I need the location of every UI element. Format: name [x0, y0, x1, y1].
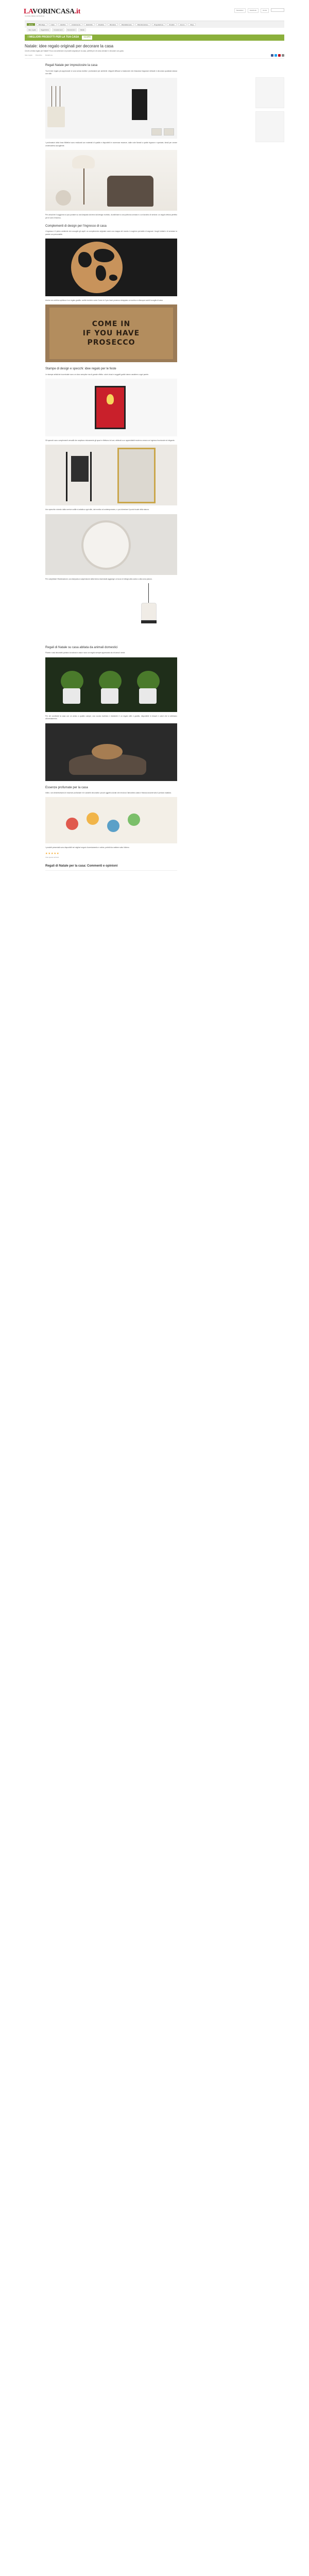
site-header — [0, 0, 309, 21]
section-heading: Regali Natale per impreziosire la casa — [45, 64, 98, 67]
decor-item — [107, 820, 119, 832]
search-link[interactable]: Cerca — [261, 8, 269, 13]
subnav-item[interactable]: Idee regalo — [27, 28, 38, 31]
article-lead: Cerchi un'idea regalo per Natale? Ecco una selezione di prodotti originali per la casa, perfetti per chi ama arredare e decorare con gusto. — [25, 49, 124, 52]
living-room-image — [45, 150, 177, 211]
subnav-item[interactable]: Complementi — [52, 28, 64, 31]
mirror-rack-image — [45, 445, 177, 505]
nav-item[interactable]: Elettricità — [84, 23, 94, 26]
article-paragraph: Piante e vasi decorativi portano la natura in casa e sono un regalo sempre apprezzato da chi ama il verde. — [45, 652, 126, 654]
page-bottom-spacer — [0, 871, 309, 902]
star-icon[interactable]: ★ — [54, 852, 56, 855]
article-paragraph: Per completare l'illuminazione, una lampada a sospensione dalla forma essenziale aggiunge un tocco di design alla cucina o alla zona pranzo. — [45, 578, 152, 580]
star-icon[interactable]: ★ — [56, 852, 59, 855]
round-mirror — [81, 520, 131, 570]
facebook-link[interactable]: Facebook — [248, 8, 259, 13]
nav-item[interactable]: Ristrutturazione — [135, 23, 150, 26]
share-buttons — [271, 54, 284, 57]
article-body — [45, 64, 177, 849]
article-paragraph: I profumatori della linea Millefiori sono realizzati con materiali di qualità e disponibili in numerose essenze, dalle note floreali a quelle legnose e speziate, ideali per creare un'atmosfera accogliente. — [45, 142, 177, 147]
doormat-line: IF YOU HAVE — [82, 329, 140, 338]
doormat — [49, 308, 173, 359]
plants-image — [45, 657, 177, 712]
nav-item[interactable]: Idraulica — [96, 23, 106, 26]
cork-map-image — [45, 239, 177, 296]
sidebar-ad[interactable] — [255, 111, 284, 142]
nav-item[interactable]: Progettazione — [152, 23, 166, 26]
continent-shape — [109, 275, 117, 281]
continent-shape — [78, 252, 92, 267]
continent-shape — [96, 265, 106, 281]
section-heading: Complementi di design per l'ingresso di casa — [45, 225, 107, 228]
lamp-cord — [148, 583, 149, 603]
rating-label: Vota questo articolo — [45, 856, 59, 859]
nav-item[interactable]: Riscaldamento — [119, 23, 134, 26]
doormat-image — [45, 304, 177, 362]
logo-prefix: LA — [24, 8, 33, 15]
article-header — [25, 44, 284, 59]
dog — [92, 744, 123, 759]
poster-image — [45, 379, 177, 436]
article-paragraph: Tra le idee regalo più apprezzate ci sono senza dubbio i profumatori per ambienti: eleganti diffusori a bastoncini che rilasciano fragranze delicate e decorano qualsiasi stanza con stile. — [45, 70, 177, 75]
page — [0, 0, 309, 902]
pinterest-icon[interactable] — [278, 54, 281, 57]
floor-lamp-stand — [83, 168, 84, 205]
floor-lamp-shade — [72, 155, 95, 168]
doormat-line: PROSECCO — [87, 338, 135, 347]
article-paragraph: Gli specchi sono complementi versatili che ampliano visivamente gli spazi e riflettono la luce; abbinati a un appendiabiti moderno creano un ingresso funzionale ed elegante. — [45, 439, 175, 442]
article-paragraph: Per chi condivide la casa con un amico a quattro zampe, una cuccia morbida e resistente è un regalo utile e gradito, disponibile in tessuti e colori che si abbinano all'arredamento. — [45, 715, 177, 720]
decor-item — [87, 812, 99, 825]
lamp-shade — [141, 603, 157, 620]
section-heading: Essenze profumate per la casa — [45, 786, 88, 789]
decor-item — [128, 814, 140, 826]
page-title: Natale: idee regalo originali per decorare la casa — [25, 44, 114, 48]
main-nav — [25, 21, 284, 28]
sidebar-ad[interactable] — [255, 77, 284, 108]
nav-item[interactable]: Bricolage — [37, 23, 47, 26]
diffuser-bottle — [47, 107, 65, 127]
lightbulb-graphic — [107, 394, 114, 404]
lamp-shade-base — [141, 620, 157, 623]
round-mirror-image — [45, 514, 177, 575]
star-icon[interactable]: ★ — [50, 852, 54, 855]
article-meta — [25, 54, 284, 59]
article-category[interactable]: Idee regalo — [25, 54, 33, 57]
article-author[interactable]: Redazione — [45, 54, 53, 57]
continent-shape — [94, 249, 114, 262]
search-input[interactable] — [271, 8, 284, 12]
product-thumb — [151, 128, 162, 135]
product-thumb — [164, 128, 174, 135]
email-icon[interactable] — [282, 54, 284, 57]
section-heading: Stampe di design e specchi: idee regalo per le feste — [45, 367, 116, 371]
comments-title: Regali di Natale per la casa: Commenti e opinioni — [45, 864, 118, 868]
nav-item[interactable]: Forum — [178, 23, 187, 26]
facebook-icon[interactable] — [271, 54, 273, 57]
poster-frame — [95, 386, 126, 429]
scented-items-image — [45, 797, 177, 843]
rating-stars[interactable] — [45, 852, 309, 856]
diffuser-image — [45, 78, 177, 139]
star-icon[interactable]: ★ — [48, 852, 50, 855]
nav-item[interactable]: Arredamento — [70, 23, 82, 26]
article-paragraph: Le stampe artistiche incorniciate sono un dono semplice ma di grande effetto: colori vivaci e soggetti grafici danno carattere a ogni parete. — [45, 373, 149, 376]
standing-mirror — [117, 448, 156, 503]
logo-main: VORINCASA — [32, 8, 75, 15]
promo-text: I MIGLIORI PRODOTTI PER LA TUA CASA — [28, 36, 79, 39]
pendant-lamp-image — [45, 583, 177, 641]
star-icon[interactable]: ★ — [45, 852, 48, 855]
nav-item[interactable]: Shop — [188, 23, 196, 26]
side-table — [56, 190, 71, 206]
nav-item-home[interactable]: Home — [27, 23, 35, 26]
subnav-item[interactable]: Natale — [78, 28, 86, 31]
logo-suffix: .it — [74, 8, 81, 15]
nav-item[interactable]: Casa — [49, 23, 57, 26]
site-tagline: Il portale italiano del fai da te — [25, 15, 45, 17]
subnav-item[interactable]: Decorazioni — [66, 28, 77, 31]
article-paragraph: L'ingresso è il primo ambiente che accoglie gli ospiti: un complemento originale come una mappa del mondo in sughero permette di segnare i luoghi visitati e di arredare la parete con personalità. — [45, 230, 177, 235]
article-paragraph: I prodotti presentati sono disponibili nei migliori negozi di arredamento e online, perfetti da mettere sotto l'albero. — [45, 846, 130, 849]
promo-button[interactable]: SCOPRI — [82, 36, 92, 39]
article-paragraph: Per arricchire il soggiorno si può puntare su una lampada da terra dal design morbido, da abbinare a una poltrona comoda e a un tavolino di servizio: un angolo lettura perfetto per le sere d'inverno. — [45, 214, 177, 219]
doormat-line: COME IN — [92, 320, 131, 329]
product-box — [132, 89, 147, 120]
plant-pot — [101, 688, 118, 704]
plant-pot — [63, 688, 80, 704]
plant-pot — [139, 688, 157, 704]
article-paragraph: Infine, non dimentichiamo le essenze profumate e le candele decorative: piccoli oggetti colorati che rendono l'atmosfera calda e festosa durante tutto il periodo natalizio. — [45, 791, 172, 794]
article-paragraph: Anche uno zerbino spiritoso è un regalo gradito: scritte ironiche come Come in if you have prosecco strappano un sorriso a chiunque varchi la soglia di casa. — [45, 299, 163, 302]
coat — [71, 456, 89, 482]
top-links — [234, 8, 284, 13]
article-date: Dicembre — [36, 54, 42, 57]
nav-item[interactable]: Giardino — [58, 23, 68, 26]
article-tags — [25, 54, 53, 57]
sidebar — [255, 77, 284, 145]
pet-bed-image — [45, 723, 177, 781]
nav-item[interactable]: Prodotti — [167, 23, 176, 26]
subnav-item[interactable]: Oggettistica — [39, 28, 50, 31]
sub-nav — [25, 28, 284, 31]
decor-item — [66, 818, 78, 830]
article-paragraph: Uno specchio rotondo dalla cornice sottile si adatta a ogni stile, dal nordico al contemporaneo, e può diventare il punto focale della stanza. — [45, 509, 149, 511]
twitter-icon[interactable] — [274, 54, 277, 57]
armchair — [107, 176, 153, 207]
nav-item[interactable]: Muratura — [108, 23, 118, 26]
promo-banner[interactable] — [25, 35, 284, 41]
newsletter-link[interactable]: Newsletter — [234, 8, 246, 13]
section-heading: Regali di Natale su casa abitata da animali domestici — [45, 646, 118, 650]
